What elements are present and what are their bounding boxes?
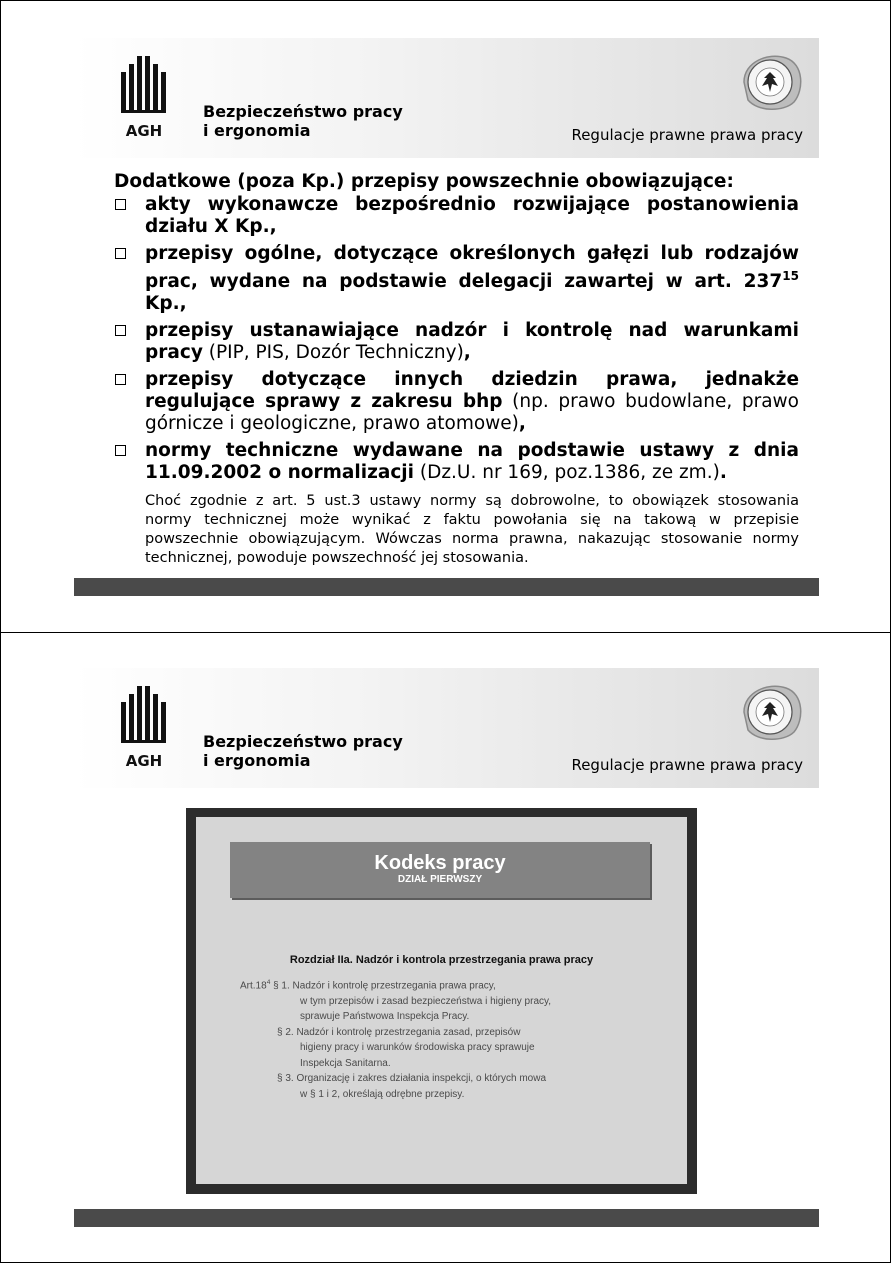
- faculty-seal-icon: [734, 680, 806, 744]
- note-paragraph: Choć zgodnie z art. 5 ust.3 ustawy normy są dobrowolne, to obowiązek stosowania normy technicznej może wynikać z faktu powołania się na takową w przepisie powszechnie obowiązującym. Wówczas norma prawna, nakazując stosowanie normy technicznej, powoduje powszechność jej stosowania.: [145, 493, 799, 567]
- checkbox-icon: [115, 325, 126, 336]
- article-text: [240, 975, 680, 1102]
- slide-subtitle: Regulacje prawne prawa pracy: [571, 126, 803, 144]
- checkbox-icon: [115, 199, 126, 210]
- article-line: § 2. Nadzór i kontrolę przestrzegania zasad, przepisów: [277, 1026, 521, 1038]
- page-2: [0, 632, 891, 1263]
- footer-bar: [74, 1209, 819, 1227]
- lead-heading: Dodatkowe (poza Kp.) przepisy powszechnie obowiązujące:: [114, 171, 734, 192]
- slide-header: [74, 38, 819, 158]
- article-line: w § 1 i 2, określają odrębne przepisy.: [300, 1088, 465, 1100]
- kodeks-title: Kodeks pracy: [374, 852, 506, 874]
- slide-subtitle: Regulacje prawne prawa pracy: [571, 756, 803, 774]
- article-line: § 3. Organizację i zakres działania inspekcji, o których mowa: [277, 1073, 547, 1085]
- checkbox-icon: [115, 374, 126, 385]
- kodeks-subtitle: DZIAŁ PIERWSZY: [397, 874, 483, 885]
- agh-logo-icon: [118, 680, 170, 770]
- faculty-seal-icon: [734, 50, 806, 114]
- list-item: przepisy ogólne, dotyczące określonych gałęzi lub rodzajów prac, wydane na podstawie delegacji zawartej w art. $237^{15}$ Kp.,: [114, 243, 799, 315]
- course-title: Bezpieczeństwo pracy i ergonomia: [203, 102, 403, 140]
- article-line: $Art.18^4$ § 1. Nadzór i kontrolę przestrzegania prawa pracy,: [240, 979, 496, 992]
- article-line: higieny pracy i warunków środowiska pracy sprawuje: [300, 1042, 535, 1054]
- list-item: przepisy dotyczące innych dziedzin prawa, jednakże regulujące sprawy z zakresu bhp (np. prawo budowlane, prawo górnicze i geologiczne, prawo atomowe),: [114, 369, 799, 435]
- checkbox-icon: [115, 445, 126, 456]
- logo-text: AGH: [125, 122, 163, 140]
- course-title: Bezpieczeństwo pracy i ergonomia: [203, 732, 403, 770]
- list-item: akty wykonawcze bezpośrednio rozwijające postanowienia działu X Kp.,: [114, 194, 799, 238]
- kodeks-image-frame: [186, 808, 697, 1194]
- footer-bar: [74, 578, 819, 596]
- checkbox-icon: [115, 248, 126, 259]
- list-item: normy techniczne wydawane na podstawie ustawy z dnia 11.09.2002 o normalizacji (Dz.U. nr 169, poz.1386, ze zm.).: [114, 440, 799, 484]
- regulation-list: [114, 194, 799, 484]
- chapter-heading: Rozdział IIa. Nadzór i kontrola przestrzegania prawa pracy: [289, 954, 594, 966]
- agh-logo-icon: [118, 50, 170, 140]
- article-line: Inspekcja Sanitarna.: [300, 1057, 391, 1069]
- list-item: przepisy ustanawiające nadzór i kontrolę nad warunkami pracy (PIP, PIS, Dozór Techniczny),: [114, 320, 799, 364]
- article-line: sprawuje Państwowa Inspekcja Pracy.: [300, 1011, 470, 1023]
- kodeks-image: [196, 817, 687, 1184]
- kodeks-banner: [230, 842, 650, 898]
- slide-1-body: [114, 171, 799, 568]
- slide-header: [74, 668, 819, 788]
- article-line: w tym przepisów i zasad bezpieczeństwa i higieny pracy,: [300, 995, 552, 1007]
- logo-text: AGH: [125, 752, 163, 770]
